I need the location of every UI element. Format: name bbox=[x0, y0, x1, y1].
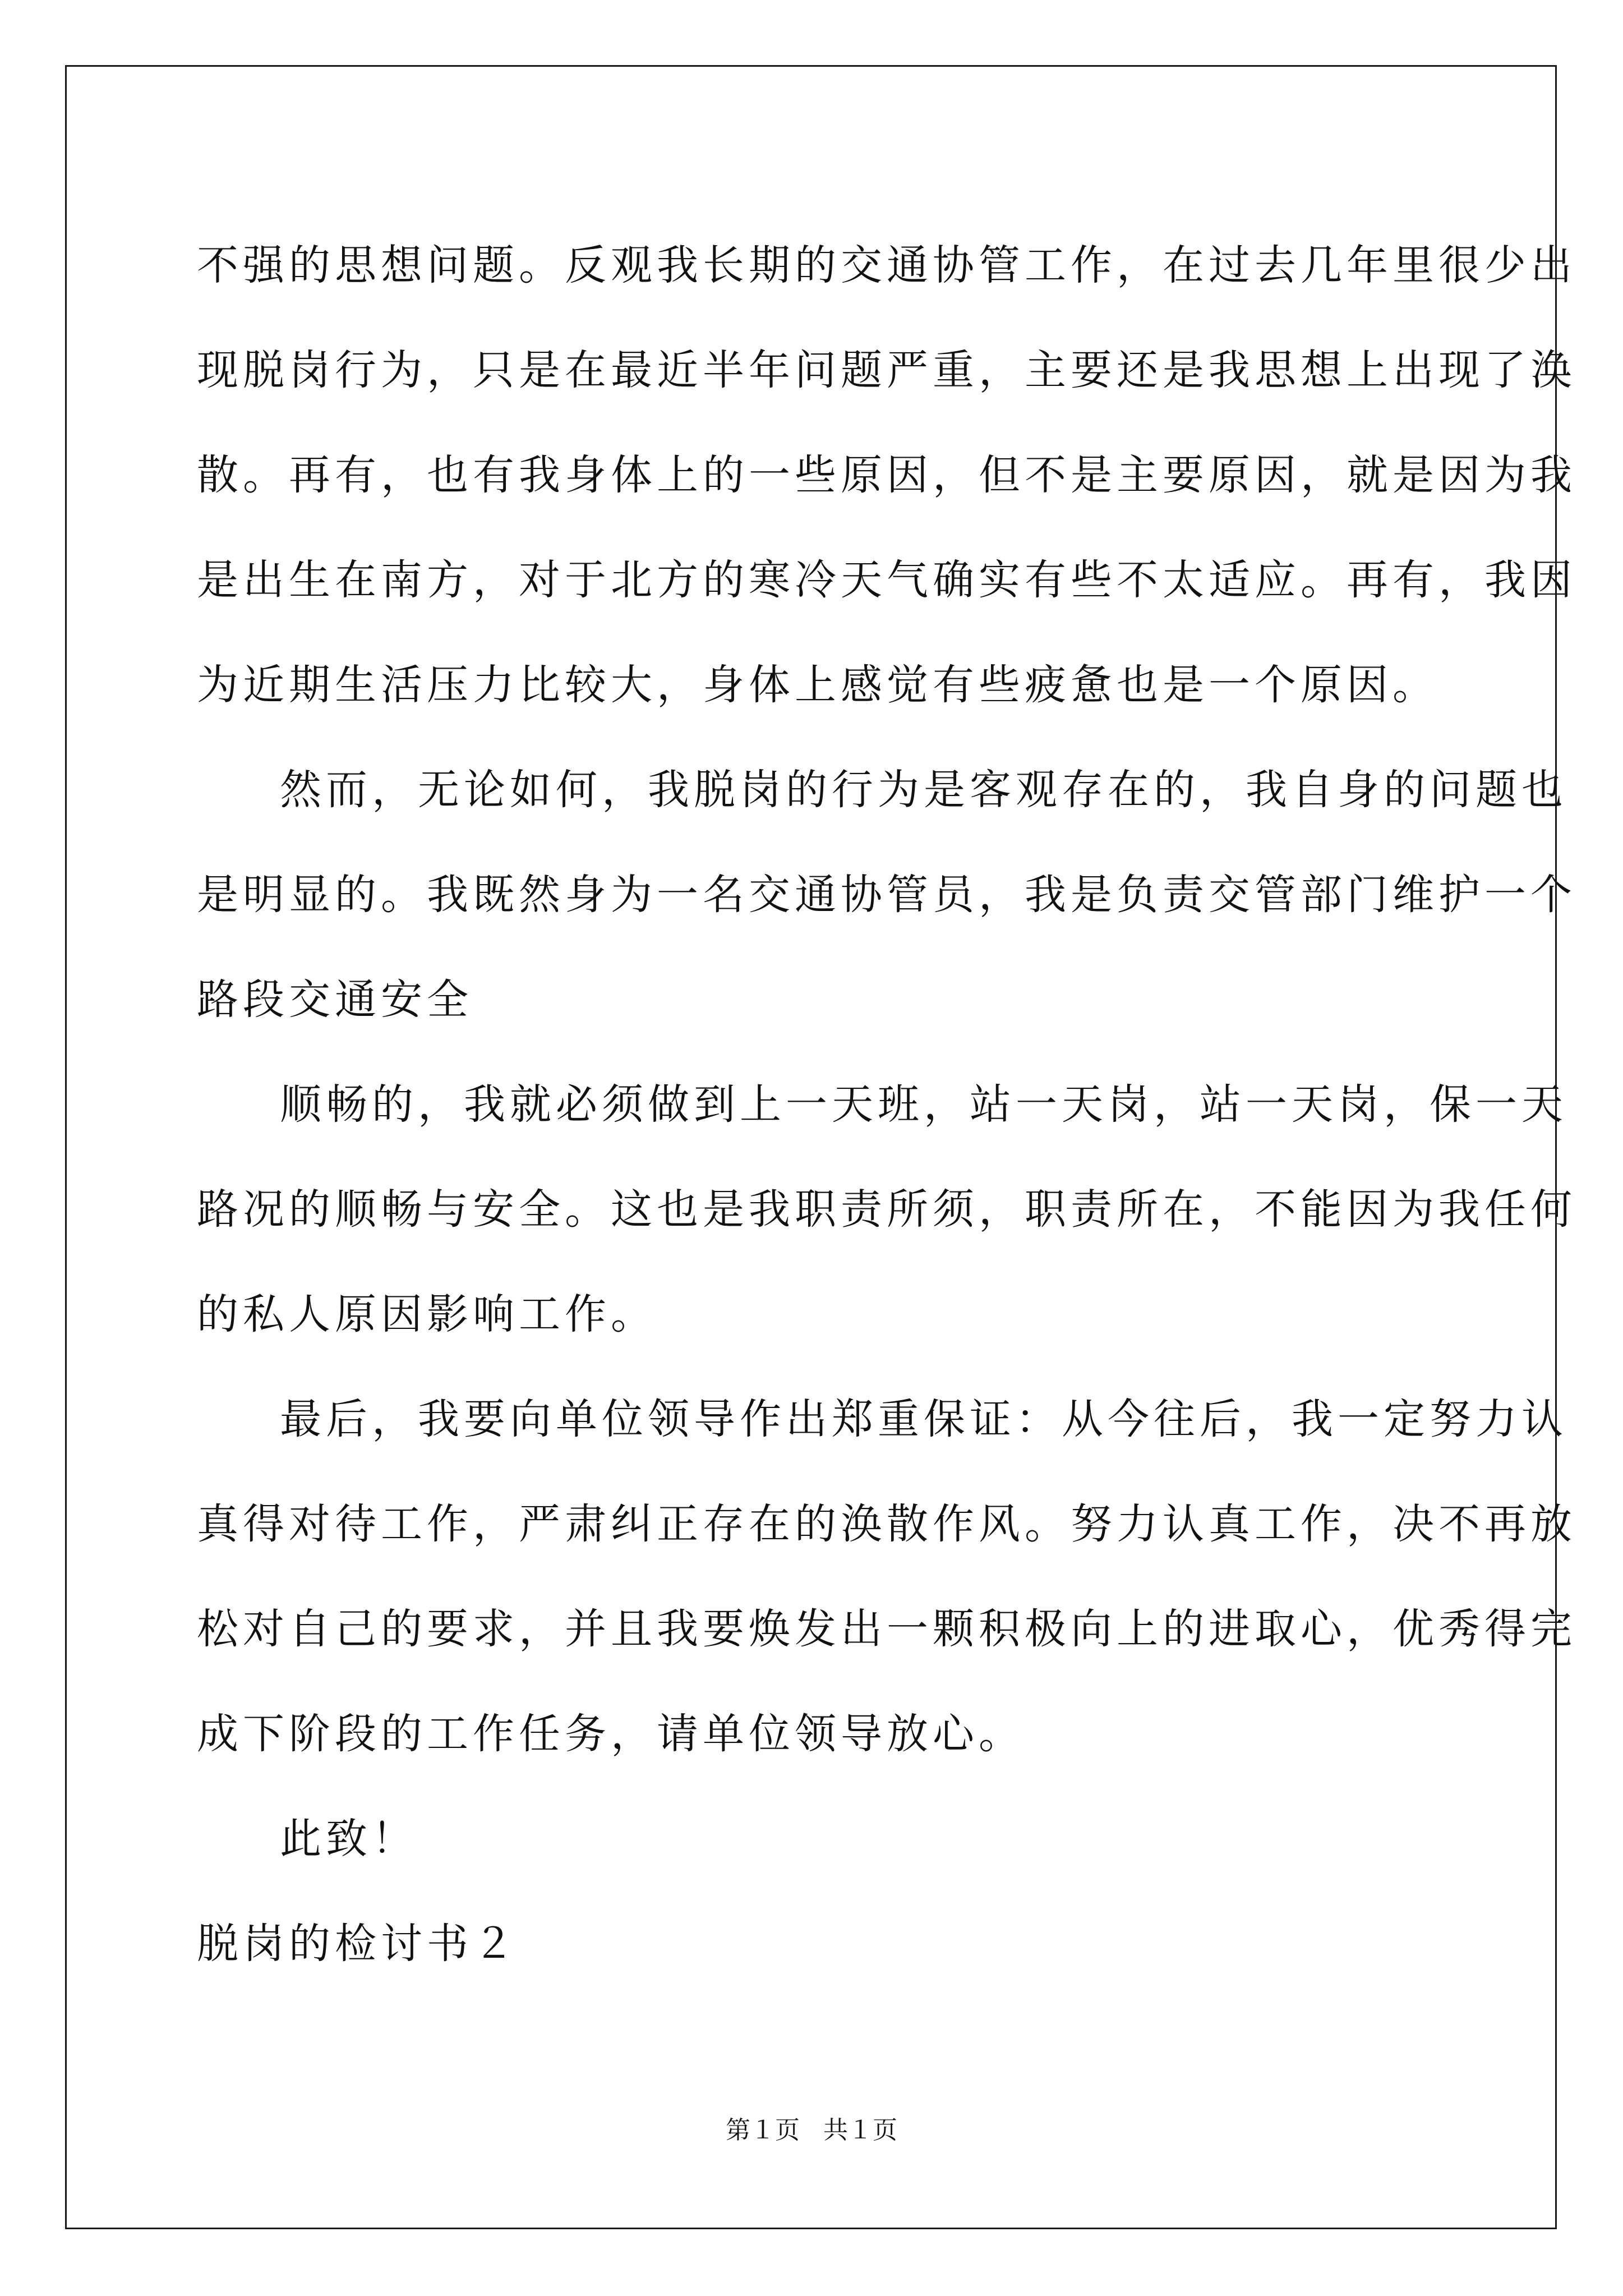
text-line-5: 为近期生活压力比较大，身体上感觉有些疲惫也是一个原因。 bbox=[197, 661, 1438, 709]
page-footer bbox=[0, 2114, 1623, 2147]
text-line-7: 是明显的。我既然身为一名交通协管员，我是负责交管部门维护一个 bbox=[197, 871, 1576, 919]
text-line-2: 现脱岗行为，只是在最近半年问题严重，主要还是我思想上出现了涣 bbox=[197, 346, 1576, 394]
text-line-8: 路段交通安全 bbox=[197, 976, 473, 1024]
text-line-13: 真得对待工作，严肃纠正存在的涣散作风。努力认真工作，决不再放 bbox=[197, 1500, 1576, 1548]
text-line-9: 顺畅的，我就必须做到上一天班，站一天岗，站一天岗，保一天 bbox=[280, 1080, 1567, 1129]
text-line-1: 不强的思想问题。反观我长期的交通协管工作，在过去几年里很少出 bbox=[197, 241, 1576, 289]
document-body bbox=[197, 213, 1576, 1996]
page-total: 共１页 bbox=[823, 2116, 897, 2145]
text-line-4: 是出生在南方，对于北方的寒冷天气确实有些不太适应。再有，我因 bbox=[197, 556, 1576, 604]
closing-salutation: 此致！ bbox=[280, 1815, 418, 1863]
text-line-15: 成下阶段的工作任务，请单位领导放心。 bbox=[197, 1710, 1025, 1758]
text-line-6: 然而，无论如何，我脱岗的行为是客观存在的，我自身的问题也 bbox=[280, 766, 1567, 814]
text-line-3: 散。再有，也有我身体上的一些原因，但不是主要原因，就是因为我 bbox=[197, 451, 1576, 499]
text-line-12: 最后，我要向单位领导作出郑重保证：从今往后，我一定努力认 bbox=[280, 1395, 1567, 1443]
text-line-10: 路况的顺畅与安全。这也是我职责所须，职责所在，不能因为我任何 bbox=[197, 1185, 1576, 1234]
next-section-heading: 脱岗的检讨书２ bbox=[197, 1920, 519, 1968]
text-line-14: 松对自己的要求，并且我要焕发出一颗积极向上的进取心，优秀得完 bbox=[197, 1605, 1576, 1653]
text-line-11: 的私人原因影响工作。 bbox=[197, 1290, 657, 1338]
page-number: 第１页 bbox=[726, 2116, 800, 2145]
